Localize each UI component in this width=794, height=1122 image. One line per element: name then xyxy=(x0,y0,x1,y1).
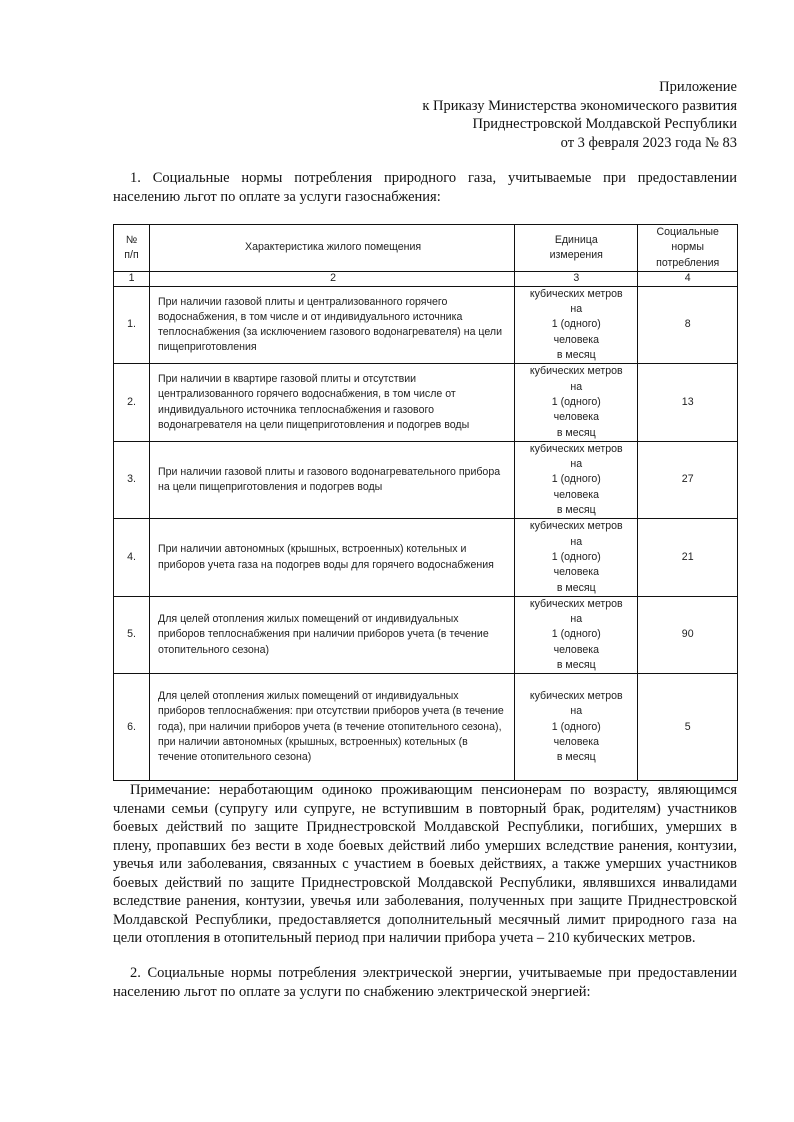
row-num: 3. xyxy=(114,441,150,518)
header-unit xyxy=(515,225,638,272)
row-unit xyxy=(515,519,638,596)
unit-line: на xyxy=(570,613,583,626)
unit-line: человека xyxy=(553,333,599,346)
order-date: от 3 февраля 2023 года № 83 xyxy=(560,134,737,151)
section2-intro-text: 2. Социальные нормы потребления электрической энергии, учитываемые при предоставлении населению льгот по оплате за услуги по снабжению электрической энергией: xyxy=(113,965,737,1000)
row-unit xyxy=(515,596,638,673)
row-num: 6. xyxy=(114,674,150,781)
header-norm xyxy=(638,225,738,272)
header-unit-line: Единица xyxy=(554,233,598,246)
header-characteristic: Характеристика жилого помещения xyxy=(150,225,515,272)
header-norm-line: Социальные xyxy=(656,226,719,238)
header-num-line: № xyxy=(125,233,138,246)
table-row xyxy=(114,519,738,596)
unit-line: человека xyxy=(553,488,599,501)
row-num: 5. xyxy=(114,596,150,673)
unit-line: кубических метров xyxy=(529,442,623,455)
header-unit-line: измерения xyxy=(549,248,603,261)
header-num xyxy=(114,225,150,272)
row-norm: 8 xyxy=(638,286,738,363)
unit-line: кубических метров xyxy=(529,690,623,703)
unit-line: в месяц xyxy=(556,659,596,672)
table-row xyxy=(114,286,738,363)
unit-line: на xyxy=(570,303,583,316)
unit-line: на xyxy=(570,458,583,471)
header-norm-line: потребления xyxy=(656,256,720,269)
row-unit xyxy=(515,674,638,781)
section2-intro xyxy=(113,964,737,1001)
row-norm: 27 xyxy=(638,441,738,518)
republic-name: Приднестровской Молдавской Республики xyxy=(472,116,737,132)
appendix-header xyxy=(422,78,737,152)
table-row xyxy=(114,441,738,518)
row-num: 1. xyxy=(114,286,150,363)
column-number-row xyxy=(114,271,738,286)
gas-norms-table xyxy=(113,224,738,781)
unit-line: человека xyxy=(553,566,599,579)
row-characteristic: При наличии газовой плиты и газового водонагревательного прибора на цели пищеприготовления и подогрев воды xyxy=(150,441,515,518)
unit-line: кубических метров xyxy=(529,287,623,300)
unit-line: 1 (одного) xyxy=(551,628,601,641)
unit-line: человека xyxy=(553,735,599,748)
row-characteristic: Для целей отопления жилых помещений от индивидуальных приборов теплоснабжения при наличии приборов учета (в течение отопительного сезона) xyxy=(150,596,515,673)
table-row xyxy=(114,364,738,441)
unit-line: 1 (одного) xyxy=(551,318,601,331)
unit-line: 1 (одного) xyxy=(551,473,601,486)
unit-line: человека xyxy=(553,643,599,656)
row-norm: 5 xyxy=(638,674,738,781)
unit-line: на xyxy=(570,535,583,548)
unit-line: человека xyxy=(553,411,599,424)
table-row xyxy=(114,596,738,673)
unit-line: в месяц xyxy=(556,751,596,764)
table-header-row xyxy=(114,225,738,272)
header-norm-line: нормы xyxy=(671,241,704,254)
unit-line: кубических метров xyxy=(529,365,623,378)
unit-line: в месяц xyxy=(556,349,596,362)
unit-line: в месяц xyxy=(556,581,596,594)
unit-line: на xyxy=(570,380,583,393)
unit-line: 1 (одного) xyxy=(551,550,601,563)
row-norm: 13 xyxy=(638,364,738,441)
row-characteristic: При наличии в квартире газовой плиты и отсутствии централизованного горячего водоснабжения, в том числе от индивидуального источника теплоснабжения и газового водонагревателя на цели пищеприготовления и подогрев воды xyxy=(150,364,515,441)
unit-line: в месяц xyxy=(556,504,596,517)
row-characteristic: При наличии автономных (крышных, встроенных) котельных и приборов учета газа на подогрев воды для горячего водоснабжения xyxy=(150,519,515,596)
column-number: 4 xyxy=(638,271,738,286)
row-unit xyxy=(515,286,638,363)
unit-line: кубических метров xyxy=(529,597,623,610)
unit-line: в месяц xyxy=(556,426,596,439)
table-note-text: Примечание: неработающим одиноко проживающим пенсионерам по возрасту, являющимся членами семьи (супругу или супруге, не вступившим в повторный брак, родителям) участников боевых действий по защите Приднестровской Молдавской Республики, погибших, умерших в плену, пропавших без вести в ходе боевых действий либо умерших вследствие ранения, контузии, увечья или заболевания, связанных с участием в боевых действиях, а также умерших участников боевых действий по защите Приднестровской Молдавской Республики, являвшихся инвалидами вследствие ранения, контузии, увечья или заболевания, полученных при защите Приднестровской Молдавской Республики, предоставляется дополнительный месячный лимит природного газа на цели отопления в отопительный период при наличии прибора учета – 210 кубических метров. xyxy=(113,782,737,946)
column-number: 2 xyxy=(150,271,515,286)
column-number: 3 xyxy=(515,271,638,286)
section1-intro xyxy=(113,169,737,206)
row-num: 4. xyxy=(114,519,150,596)
order-reference: к Приказу Министерства экономического развития xyxy=(422,97,737,114)
row-num: 2. xyxy=(114,364,150,441)
row-norm: 21 xyxy=(638,519,738,596)
row-characteristic: При наличии газовой плиты и централизованного горячего водоснабжения, в том числе и от индивидуального источника теплоснабжения (за исключением газового водонагревателя) на цели пищеприготовления xyxy=(150,286,515,363)
table-row xyxy=(114,674,738,781)
row-norm: 90 xyxy=(638,596,738,673)
unit-line: кубических метров xyxy=(529,520,623,533)
row-unit xyxy=(515,441,638,518)
unit-line: 1 (одного) xyxy=(551,720,601,733)
row-unit xyxy=(515,364,638,441)
section1-intro-text: 1. Социальные нормы потребления природного газа, учитываемые при предоставлении населению льгот по оплате за услуги газоснабжения: xyxy=(113,170,737,205)
unit-line: на xyxy=(570,705,583,718)
column-number: 1 xyxy=(114,271,150,286)
unit-line: 1 (одного) xyxy=(551,395,601,408)
table-note xyxy=(113,781,737,948)
row-characteristic: Для целей отопления жилых помещений от индивидуальных приборов теплоснабжения: при отсутствии приборов учета (в течение года), при наличии приборов учета (в течение отопительного сезона), при наличии автономных (крышных, встроенных) котельных (в течение отопительного сезона) xyxy=(150,674,515,781)
appendix-title: Приложение xyxy=(659,79,737,95)
header-num-line: п/п xyxy=(124,248,139,261)
